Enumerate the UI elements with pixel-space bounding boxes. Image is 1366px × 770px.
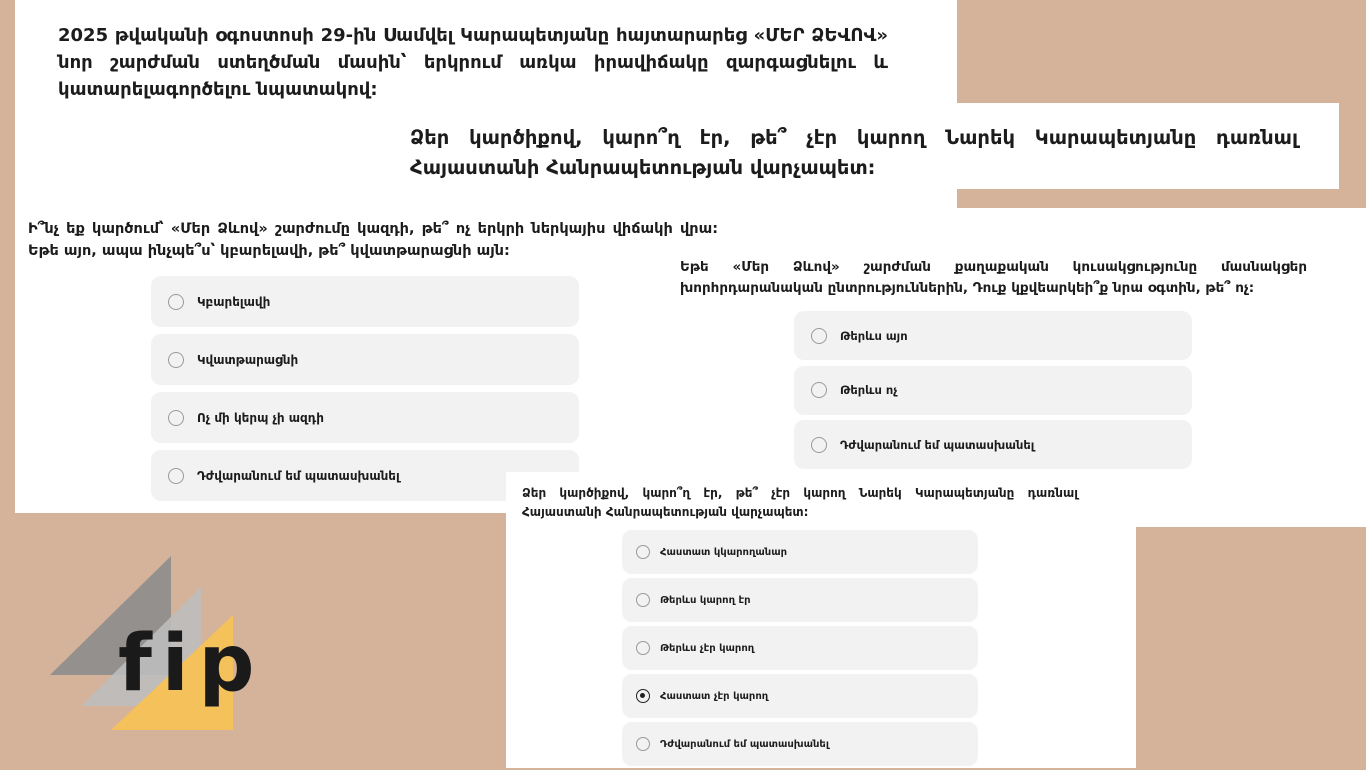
option-label: Ոչ մի կերպ չի ազդի [197, 410, 324, 425]
option-label: Թերևս այո [840, 328, 908, 343]
survey3-option[interactable] [622, 626, 978, 670]
radio-icon[interactable] [636, 545, 650, 559]
survey3-option[interactable] [622, 722, 978, 766]
radio-checked-icon[interactable] [636, 689, 650, 703]
logo-text: fip [118, 619, 265, 709]
option-label: Դժվարանում եմ պատասխանել [197, 468, 400, 483]
survey1-option[interactable] [151, 392, 579, 443]
survey3-option-selected[interactable] [622, 674, 978, 718]
radio-icon[interactable] [811, 437, 827, 453]
survey3-option[interactable] [622, 578, 978, 622]
survey3-options [622, 530, 978, 770]
option-label: Հաստատ կկարողանար [660, 546, 788, 558]
option-label: Կվատթարացնի [197, 352, 299, 367]
survey3-question: Ձեր կարծիքով, կարո՞ղ էր, թե՞ չէր կարող Նարեկ Կարապետյանը դառնալ Հայաստանի Հանրապետության վարչապետ: [522, 486, 1078, 519]
survey3-option[interactable] [622, 530, 978, 574]
radio-icon[interactable] [811, 328, 827, 344]
headline-card [396, 103, 1339, 189]
option-label: Դժվարանում եմ պատասխանել [660, 738, 829, 750]
survey2-option[interactable] [794, 420, 1192, 469]
announcement-text: 2025 թվականի օգոստոսի 29-ին Սամվել Կարապետյանը հայտարարեց «ՄԵՐ ՁԵՎՈՎ» նոր շարժման ստեղծման մասին՝ երկրում առկա իրավիճակը զարգացնելու և կատարելագործելու նպատակով: [58, 25, 888, 100]
radio-icon[interactable] [168, 352, 184, 368]
headline-question: Ձեր կարծիքով, կարո՞ղ էր, թե՞ չէր կարող Նարեկ Կարապետյանը դառնալ Հայաստանի Հանրապետության վարչապետ: [410, 126, 1298, 179]
option-label: Թերևս կարող էր [660, 594, 751, 606]
radio-icon[interactable] [168, 294, 184, 310]
radio-icon[interactable] [636, 641, 650, 655]
radio-icon[interactable] [168, 410, 184, 426]
survey1-option[interactable] [151, 276, 579, 327]
radio-icon[interactable] [636, 593, 650, 607]
option-label: Հաստատ չէր կարող [660, 690, 769, 702]
option-label: Կբարելավի [197, 294, 271, 309]
option-label: Դժվարանում եմ պատասխանել [840, 437, 1035, 452]
radio-icon[interactable] [168, 468, 184, 484]
survey2-option[interactable] [794, 366, 1192, 415]
survey2-question: Եթե «Մեր Ձևով» շարժման քաղաքական կուսակցությունը մասնակցեր խորհրդարանական ընտրություններին, Դուք կքվեարկեի՞ք նրա օգտին, թե՞ ոչ: [680, 259, 1307, 296]
survey-card-3 [506, 472, 1136, 768]
radio-icon[interactable] [636, 737, 650, 751]
survey2-option[interactable] [794, 311, 1192, 360]
option-label: Թերևս ոչ [840, 383, 898, 397]
survey2-options [794, 311, 1192, 475]
survey1-question: Ի՞նչ եք կարծում՝ «Մեր Ձևով» շարժումը կազդի, թե՞ ոչ երկրի ներկայիս վիճակի վրա: Եթե այո, ապա ինչպե՞ս՝ կբարելավի, թե՞ կվատթարացնի այն: [28, 221, 718, 259]
option-label: Թերևս չէր կարող [660, 642, 755, 654]
radio-icon[interactable] [811, 382, 827, 398]
survey1-option[interactable] [151, 334, 579, 385]
